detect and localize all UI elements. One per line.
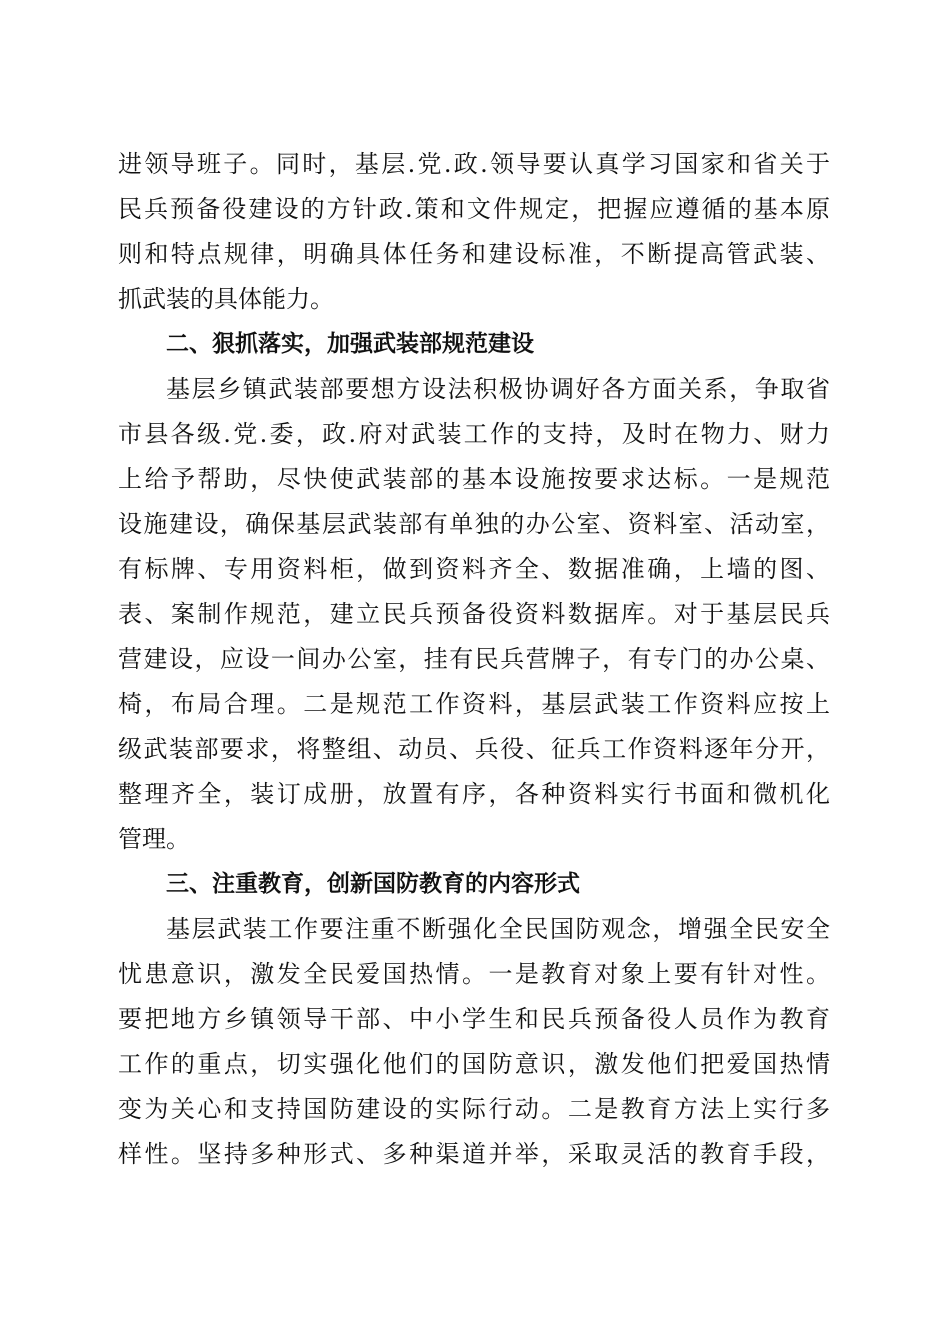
section-heading-2: 二、狠抓落实，加强武装部规范建设 — [166, 331, 534, 357]
paragraph-line: 样性。坚持多种形式、多种渠道并举，采取灵活的教育手段， — [118, 1140, 830, 1168]
paragraph-line: 忧患意识，激发全民爱国热情。一是教育对象上要有针对性。 — [118, 960, 830, 988]
paragraph-line: 椅，布局合理。二是规范工作资料，基层武装工作资料应按上 — [118, 690, 830, 718]
paragraph-line: 整理齐全，装订成册，放置有序，各种资料实行书面和微机化 — [118, 780, 830, 808]
paragraph-line: 基层乡镇武装部要想方设法积极协调好各方面关系，争取省 — [166, 375, 830, 403]
paragraph-line: 民兵预备役建设的方针政.策和文件规定，把握应遵循的基本原 — [118, 195, 830, 223]
paragraph-line: 设施建设，确保基层武装部有单独的办公室、资料室、活动室， — [118, 510, 830, 538]
paragraph-line: 抓武装的具体能力。 — [118, 285, 334, 313]
paragraph-line: 则和特点规律，明确具体任务和建设标准，不断提高管武装、 — [118, 240, 830, 268]
paragraph-line: 级武装部要求，将整组、动员、兵役、征兵工作资料逐年分开， — [118, 735, 830, 763]
paragraph-line: 要把地方乡镇领导干部、中小学生和民兵预备役人员作为教育 — [118, 1005, 830, 1033]
paragraph-2 — [118, 367, 830, 862]
document-body — [118, 142, 830, 1177]
paragraph-line: 表、案制作规范，建立民兵预备役资料数据库。对于基层民兵 — [118, 600, 830, 628]
paragraph-line: 市县各级.党.委，政.府对武装工作的支持，及时在物力、财力 — [118, 420, 830, 448]
paragraph-line: 管理。 — [118, 825, 190, 853]
paragraph-line: 工作的重点，切实强化他们的国防意识，激发他们把爱国热情 — [118, 1050, 830, 1078]
paragraph-1 — [118, 142, 830, 322]
paragraph-line: 进领导班子。同时，基层.党.政.领导要认真学习国家和省关于 — [118, 150, 830, 178]
paragraph-3 — [118, 907, 830, 1177]
paragraph-line: 基层武装工作要注重不断强化全民国防观念，增强全民安全 — [166, 915, 830, 943]
paragraph-line: 上给予帮助，尽快使武装部的基本设施按要求达标。一是规范 — [118, 465, 830, 493]
paragraph-line: 变为关心和支持国防建设的实际行动。二是教育方法上实行多 — [118, 1095, 830, 1123]
section-heading-3: 三、注重教育，创新国防教育的内容形式 — [166, 871, 580, 897]
paragraph-line: 营建设，应设一间办公室，挂有民兵营牌子，有专门的办公桌、 — [118, 645, 830, 673]
paragraph-line: 有标牌、专用资料柜，做到资料齐全、数据准确，上墙的图、 — [118, 555, 830, 583]
